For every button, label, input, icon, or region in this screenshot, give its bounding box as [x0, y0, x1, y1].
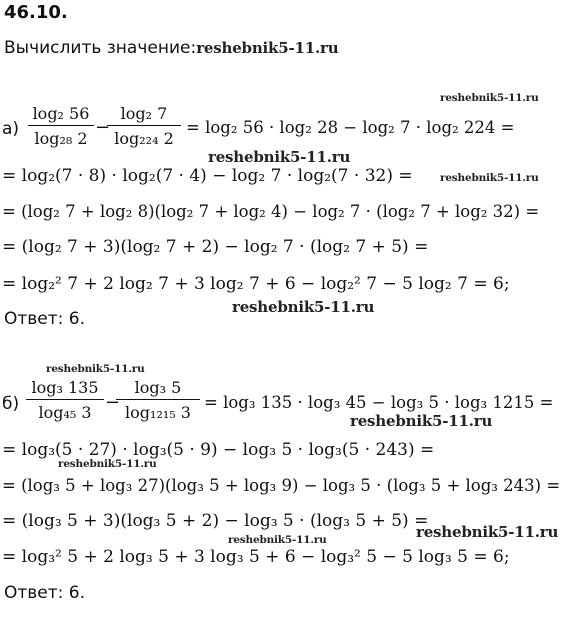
watermark: reshebnik5-11.ru [208, 148, 351, 166]
part-a-line-5: = log₂² 7 + 2 log₂ 7 + 3 log₂ 7 + 6 − log₂² 7 − 5 log₂ 7 = 6; [2, 274, 510, 294]
part-b-label: б) [2, 394, 20, 414]
watermark: reshebnik5-11.ru [58, 458, 157, 470]
fraction-denominator: log₁₂₁₅ 3 [125, 403, 191, 422]
watermark: reshebnik5-11.ru [350, 412, 493, 430]
fraction-denominator: log₄₅ 3 [38, 403, 92, 422]
fraction-numerator: log₃ 135 [26, 378, 104, 400]
part-b-line-2: = log₃(5 · 27) · log₃(5 · 9) − log₃ 5 · log₃(5 · 243) = [2, 440, 435, 460]
fraction-numerator: log₂ 56 [28, 104, 94, 126]
fraction-denominator: log₂₈ 2 [34, 129, 88, 148]
fraction-denominator: log₂₂₄ 2 [114, 129, 174, 148]
statement-text: Вычислить значение: [4, 38, 197, 58]
watermark: reshebnik5-11.ru [196, 39, 339, 57]
part-a-fraction-2 [107, 104, 181, 148]
problem-number: 46.10. [4, 2, 68, 23]
part-a-line-2: = log₂(7 · 8) · log₂(7 · 4) − log₂ 7 · log₂(7 · 32) = [2, 166, 413, 186]
part-b-fraction-2 [116, 378, 200, 422]
part-a-answer: Ответ: 6. [4, 309, 86, 329]
part-a-line-1: = log₂ 56 · log₂ 28 − log₂ 7 · log₂ 224 = [186, 118, 515, 137]
watermark: reshebnik5-11.ru [46, 363, 145, 375]
part-a-line-3: = (log₂ 7 + log₂ 8)(log₂ 7 + log₂ 4) − log₂ 7 · (log₂ 7 + log₂ 32) = [2, 202, 540, 221]
part-b-line-4: = (log₃ 5 + 3)(log₃ 5 + 2) − log₃ 5 · (log₃ 5 + 5) = [2, 511, 429, 531]
part-b-answer: Ответ: 6. [4, 583, 86, 603]
watermark: reshebnik5-11.ru [440, 172, 539, 184]
fraction-numerator: log₃ 5 [116, 378, 200, 400]
part-b-line-3: = (log₃ 5 + log₃ 27)(log₃ 5 + log₃ 9) − log₃ 5 · (log₃ 5 + log₃ 243) = [2, 476, 561, 495]
minus-sign: − [95, 117, 111, 138]
watermark: reshebnik5-11.ru [440, 92, 539, 104]
problem-statement [4, 38, 338, 58]
watermark: reshebnik5-11.ru [416, 523, 559, 541]
minus-sign: − [105, 392, 121, 413]
part-a-label: а) [2, 119, 20, 139]
part-a-fraction-1 [28, 104, 94, 148]
part-b-fraction-1 [26, 378, 104, 422]
watermark: reshebnik5-11.ru [232, 298, 375, 316]
part-b-line-5: = log₃² 5 + 2 log₃ 5 + 3 log₃ 5 + 6 − log₃² 5 − 5 log₃ 5 = 6; [2, 547, 510, 567]
part-a-line-4: = (log₂ 7 + 3)(log₂ 7 + 2) − log₂ 7 · (log₂ 7 + 5) = [2, 237, 429, 257]
part-b-line-1: = log₃ 135 · log₃ 45 − log₃ 5 · log₃ 1215 = [204, 393, 554, 412]
fraction-numerator: log₂ 7 [107, 104, 181, 126]
watermark: reshebnik5-11.ru [228, 534, 327, 546]
